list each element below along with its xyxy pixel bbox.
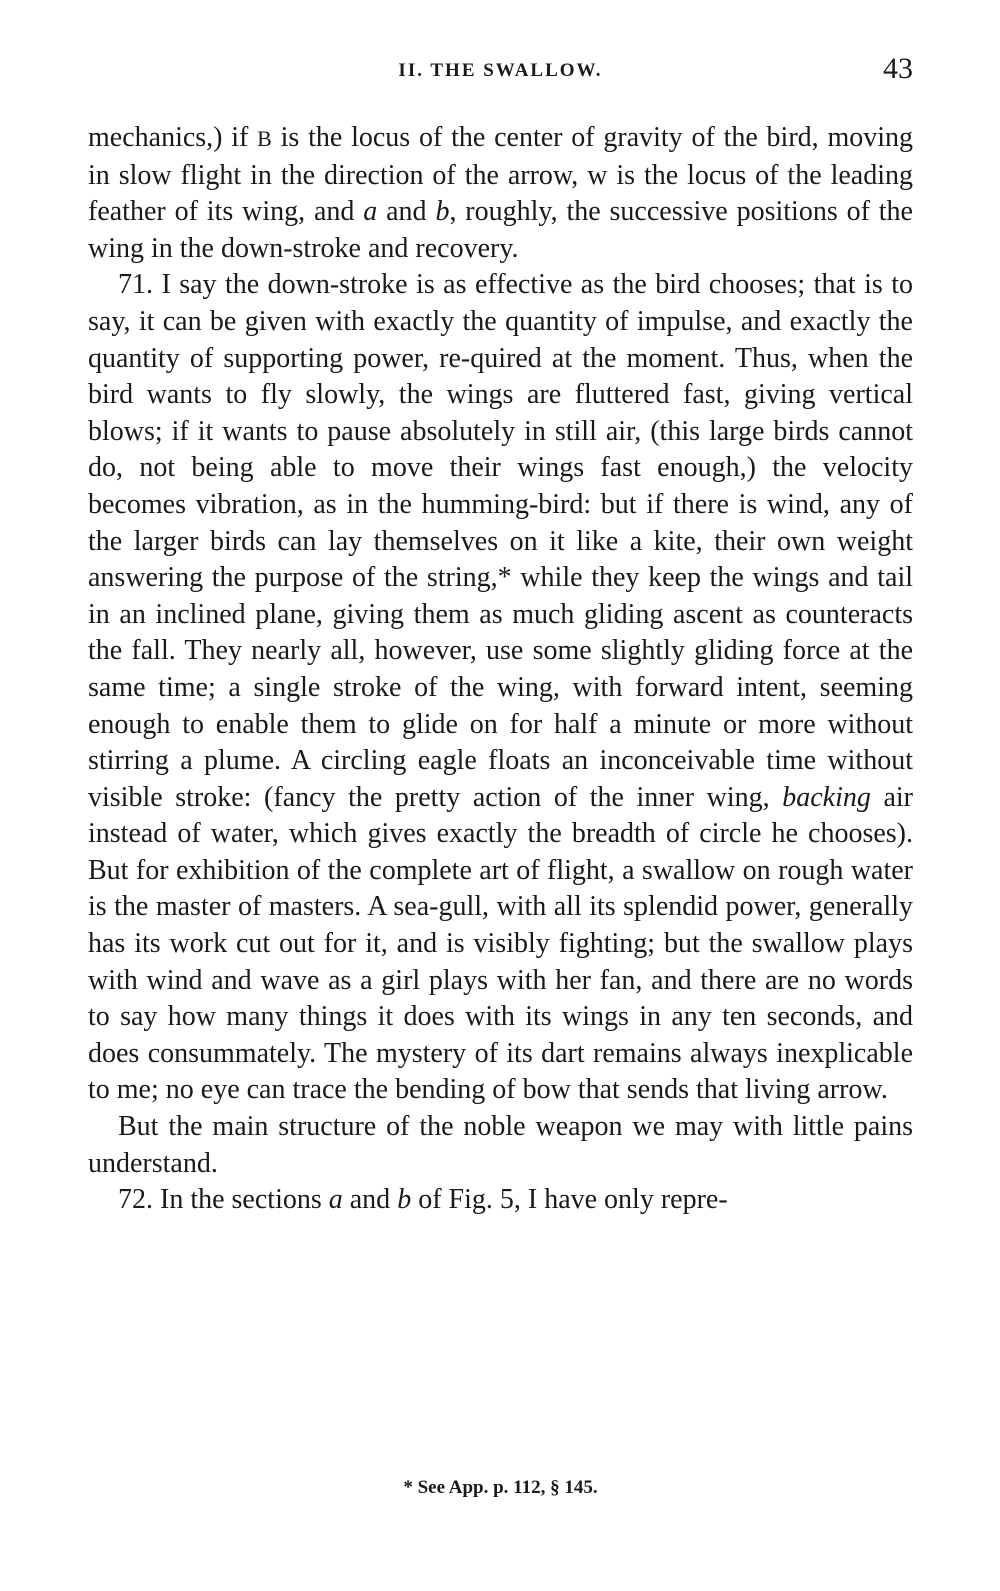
text-run: 72. In the sections xyxy=(118,1184,329,1216)
running-title: II. THE SWALLOW. xyxy=(398,60,603,81)
small-caps-text: B xyxy=(257,126,272,151)
text-run: and xyxy=(377,196,436,228)
running-head xyxy=(88,52,913,88)
text-run: mechanics,) if xyxy=(88,122,258,153)
paragraph xyxy=(88,1109,913,1182)
text-run: is the locus of the center of gravity of the bird, moving in slow flight in the direction of the arrow, w is the locus of the leading feather of its wing, and xyxy=(88,122,914,228)
italic-text: a xyxy=(328,1184,343,1216)
paragraph xyxy=(88,120,913,267)
italic-text: b xyxy=(397,1184,412,1216)
italic-text: a xyxy=(363,196,378,228)
text-run: and xyxy=(342,1184,398,1216)
italic-text: b xyxy=(435,196,450,228)
paragraph xyxy=(88,267,913,1109)
text-run: of Fig. 5, I have only repre- xyxy=(411,1184,728,1216)
italic-text: backing xyxy=(782,781,871,813)
paragraph xyxy=(88,1182,913,1219)
page-number: 43 xyxy=(883,52,913,85)
footnote: * See App. p. 112, § 145. xyxy=(403,1477,598,1498)
text-run: air instead of water, which gives exactly the breadth of circle he chooses). But for exhibition of the complete art of flight, a swallow on rough water is the master of masters. A sea-gull, with all its splendid power, generally has its work cut out for it, and is visibly fighting; but the swallow plays with wind and wave as a girl plays with her fan, and there are no words to say how many things it does with its wings in any ten seconds, and does consummately. The mystery of its dart remains always inexplicable to me; no eye can trace the bending of bow that sends that living arrow. xyxy=(88,781,913,1106)
text-run: But the main structure of the noble weapon we may with little pains understand. xyxy=(88,1111,913,1179)
body-text xyxy=(88,120,913,1219)
text-run: 71. I say the down-stroke is as effective as the bird chooses; that is to say, it can be given with exactly the quantity of impulse, and exactly the quantity of supporting power, re-quired at the moment. Thus, when the bird wants to fly slowly, the wings are fluttered fast, giving vertical blows; if it wants to pause absolutely in still air, (this large birds cannot do, not being able to move their wings fast enough,) the velocity becomes vibration, as in the humming-bird: but if there is wind, any of the larger birds can lay themselves on it like a kite, their own weight answering the purpose of the string,* while they keep the wings and tail in an inclined plane, giving them as much gliding ascent as counteracts the fall. They nearly all, however, use some slightly gliding force at the same time; a single stroke of the wing, with forward intent, seeming enough to enable them to glide on for half a minute or more without stirring a plume. A circling eagle floats an inconceivable time without visible stroke: (fancy the pretty action of the inner wing, xyxy=(88,269,913,813)
text-run: , roughly, the successive positions of the wing in the down-stroke and recovery. xyxy=(88,196,913,264)
